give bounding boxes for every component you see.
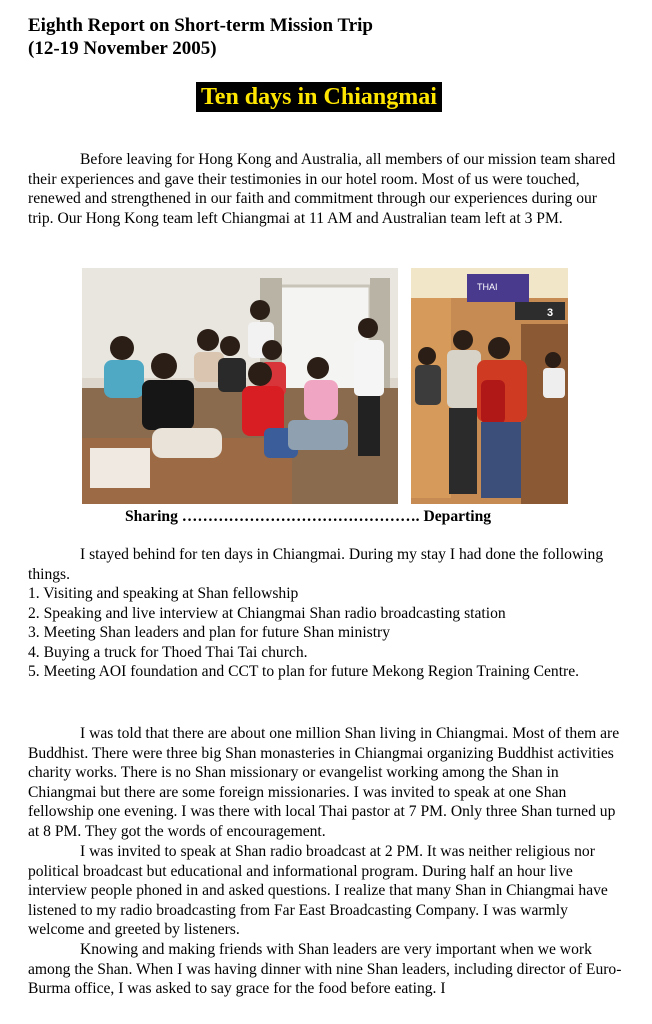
sharing-photo	[82, 268, 398, 504]
report-title	[28, 14, 373, 60]
svg-text:3: 3	[547, 307, 554, 319]
body-paragraph-3: Knowing and making friends with Shan leaders are very important when we work among the Shan. When I was having dinner with nine Shan leaders, including director of Euro-Burma office, I was asked to say grace for the food before eating. I	[28, 941, 622, 998]
photo-caption: Sharing ………………………………………. Departing	[125, 508, 492, 525]
stay-paragraph: I stayed behind for ten days in Chiangmai. During my stay I had done the following things.	[28, 546, 604, 583]
report-title-line2: (12-19 November 2005)	[28, 38, 217, 59]
sharing-photo-image	[82, 268, 398, 504]
departing-photo	[411, 268, 568, 504]
intro-paragraph: Before leaving for Hong Kong and Australia, all members of our mission team shared their experiences and gave their testimonies in our hotel room. Most of us were touched, renewed and strengthened in our faith and commitment through our experiences during our trip. Our Hong Kong team left Chiangmai at 11 AM and Australian team left at 3 PM.	[28, 151, 616, 227]
airline-sign-text: THAI	[477, 282, 498, 292]
list-item: 4. Buying a truck for Thoed Thai Tai church.	[28, 643, 308, 661]
section-banner: Ten days in Chiangmai	[196, 82, 442, 112]
list-item: 2. Speaking and live interview at Chiangmai Shan radio broadcasting station	[28, 604, 506, 622]
list-item: 5. Meeting AOI foundation and CCT to plan for future Mekong Region Training Centre.	[28, 663, 580, 681]
activity-list	[28, 584, 624, 682]
list-item: 1. Visiting and speaking at Shan fellowship	[28, 585, 299, 602]
departing-photo-image	[411, 268, 568, 504]
report-title-line1: Eighth Report on Short-term Mission Trip	[28, 15, 373, 36]
list-item: 3. Meeting Shan leaders and plan for future Shan ministry	[28, 624, 391, 642]
body-paragraph-2: I was invited to speak at Shan radio broadcast at 2 PM. It was neither religious nor political broadcast but educational and informational program. During half an hour live interview people phoned in and asked questions. I realize that many Shan in Chiangmai have listened to my radio broadcasting from Far East Broadcasting Company. I was warmly welcome and greeted by listeners.	[28, 843, 608, 939]
body-paragraph-1: I was told that there are about one million Shan living in Chiangmai. Most of them are Buddhist. There were three big Shan monasteries in Chiangmai organizing Buddhist activities charity works. There is no Shan missionary or evangelist working among the Shan in Chiangmai but there are some foreign missionaries. I was invited to speak at one Shan fellowship one evening. I was there with local Thai pastor at 7 PM. Only three Shan turned up at 8 PM. They got the words of encouragement.	[28, 725, 620, 840]
